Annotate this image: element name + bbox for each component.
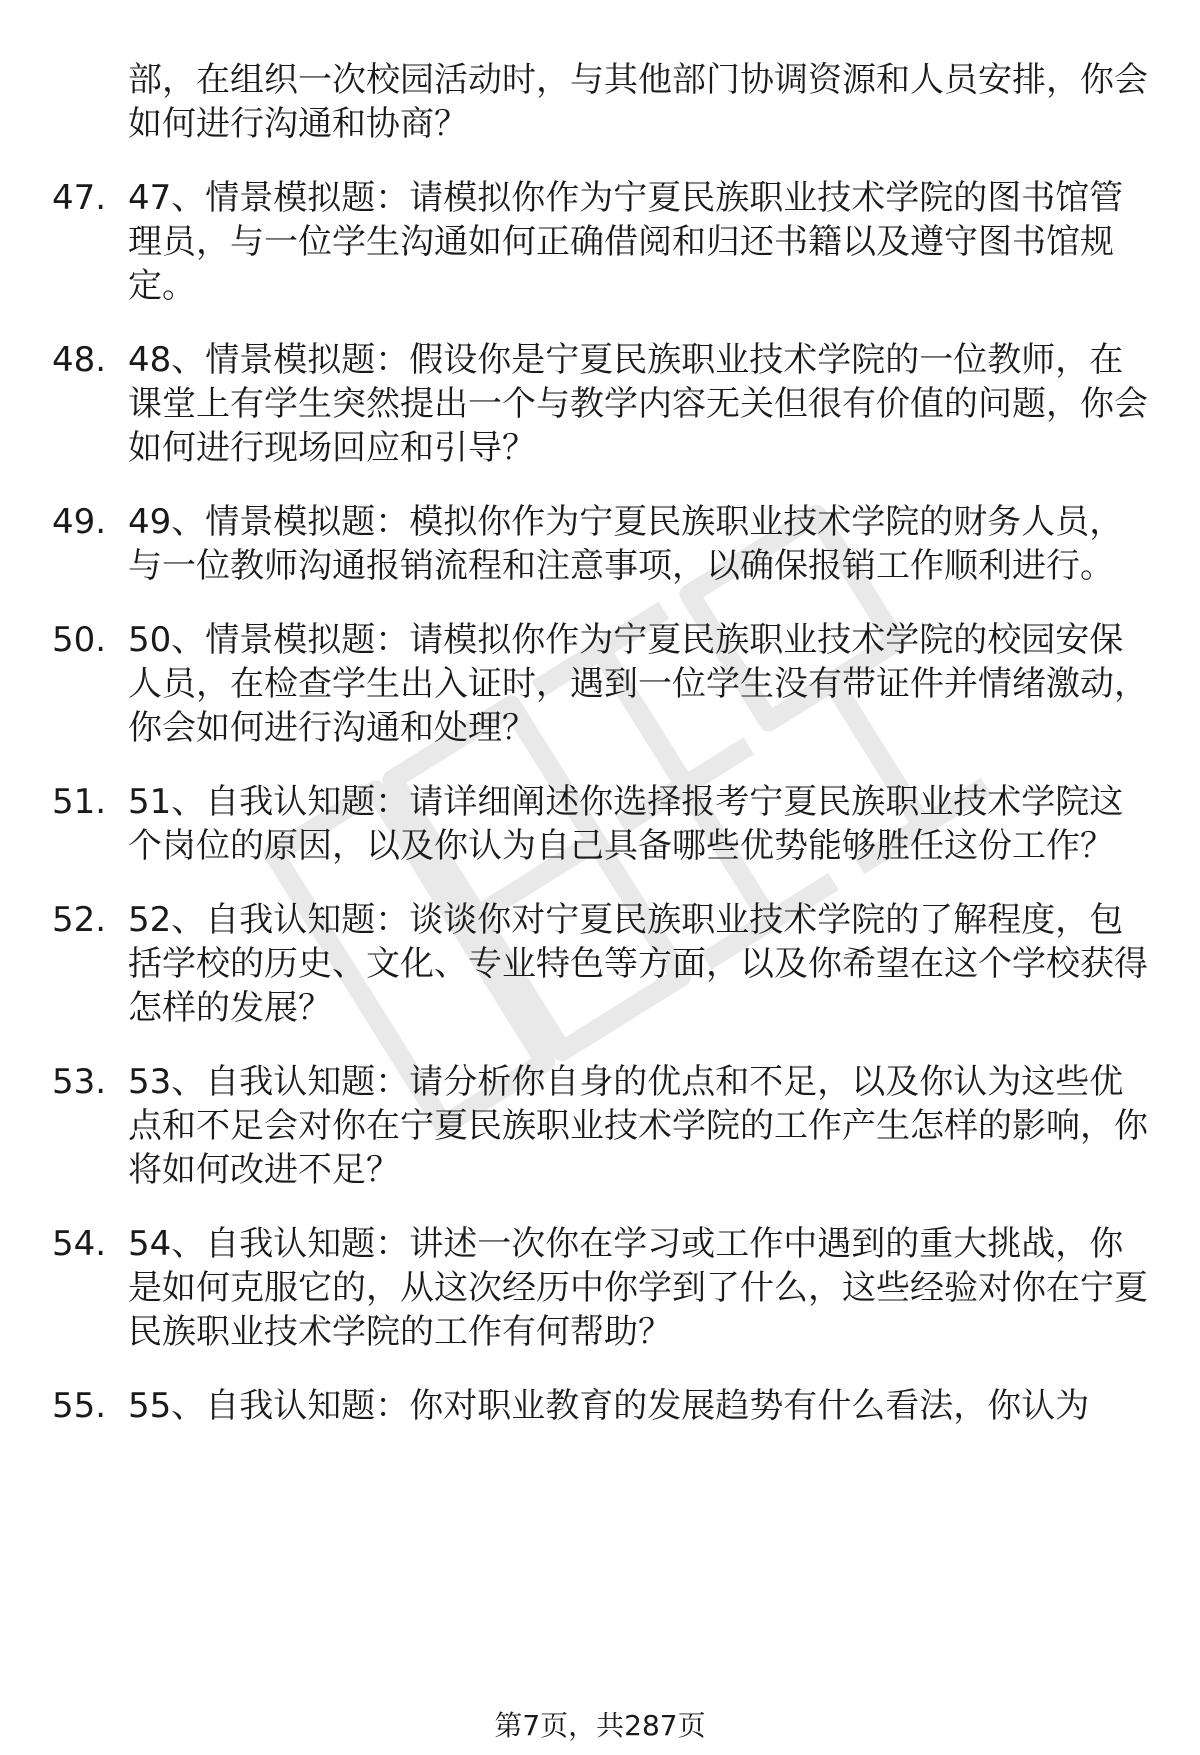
question-number: 52.	[52, 900, 107, 940]
continued-question-text: 部，在组织一次校园活动时，与其他部门协调资源和人员安排，你会如何进行沟通和协商？	[128, 60, 1148, 144]
question-item	[0, 338, 1200, 470]
question-item	[0, 1222, 1200, 1354]
question-text: 54、自我认知题：讲述一次你在学习或工作中遇到的重大挑战，你是如何克服它的，从这次经历中你学到了什么，这些经验对你在宁夏民族职业技术学院的工作有何帮助？	[128, 1224, 1148, 1352]
question-item	[0, 618, 1200, 750]
question-text: 50、情景模拟题：请模拟你作为宁夏民族职业技术学院的校园安保人员，在检查学生出入证时，遇到一位学生没有带证件并情绪激动，你会如何进行沟通和处理？	[128, 620, 1148, 748]
question-item	[0, 898, 1200, 1030]
question-number: 50.	[52, 620, 107, 660]
question-item	[0, 176, 1200, 308]
question-item	[0, 1060, 1200, 1192]
question-number: 53.	[52, 1062, 107, 1102]
question-item	[0, 1384, 1200, 1428]
question-text: 52、自我认知题：谈谈你对宁夏民族职业技术学院的了解程度，包括学校的历史、文化、专业特色等方面，以及你希望在这个学校获得怎样的发展？	[128, 900, 1148, 1028]
question-text: 55、自我认知题：你对职业教育的发展趋势有什么看法，你认为	[128, 1386, 1090, 1426]
question-text: 49、情景模拟题：模拟你作为宁夏民族职业技术学院的财务人员，与一位教师沟通报销流程和注意事项，以确保报销工作顺利进行。	[128, 502, 1124, 586]
question-item	[0, 500, 1200, 588]
question-number: 55.	[52, 1386, 107, 1426]
question-number: 48.	[52, 340, 107, 380]
question-text: 53、自我认知题：请分析你自身的优点和不足，以及你认为这些优点和不足会对你在宁夏民族职业技术学院的工作产生怎样的影响，你将如何改进不足？	[128, 1062, 1148, 1190]
page-footer: 第7页，共287页	[494, 1709, 706, 1742]
question-text: 48、情景模拟题：假设你是宁夏民族职业技术学院的一位教师，在课堂上有学生突然提出一个与教学内容无关但很有价值的问题，你会如何进行现场回应和引导？	[128, 340, 1148, 468]
question-text: 47、情景模拟题：请模拟你作为宁夏民族职业技术学院的图书馆管理员，与一位学生沟通如何正确借阅和归还书籍以及遵守图书馆规定。	[128, 178, 1124, 306]
question-item	[0, 780, 1200, 868]
question-number: 54.	[52, 1224, 107, 1264]
question-list	[0, 58, 1200, 1458]
question-number: 49.	[52, 502, 107, 542]
question-number: 47.	[52, 178, 107, 218]
question-number: 51.	[52, 782, 107, 822]
question-text: 51、自我认知题：请详细阐述你选择报考宁夏民族职业技术学院这个岗位的原因，以及你认为自己具备哪些优势能够胜任这份工作？	[128, 782, 1124, 866]
